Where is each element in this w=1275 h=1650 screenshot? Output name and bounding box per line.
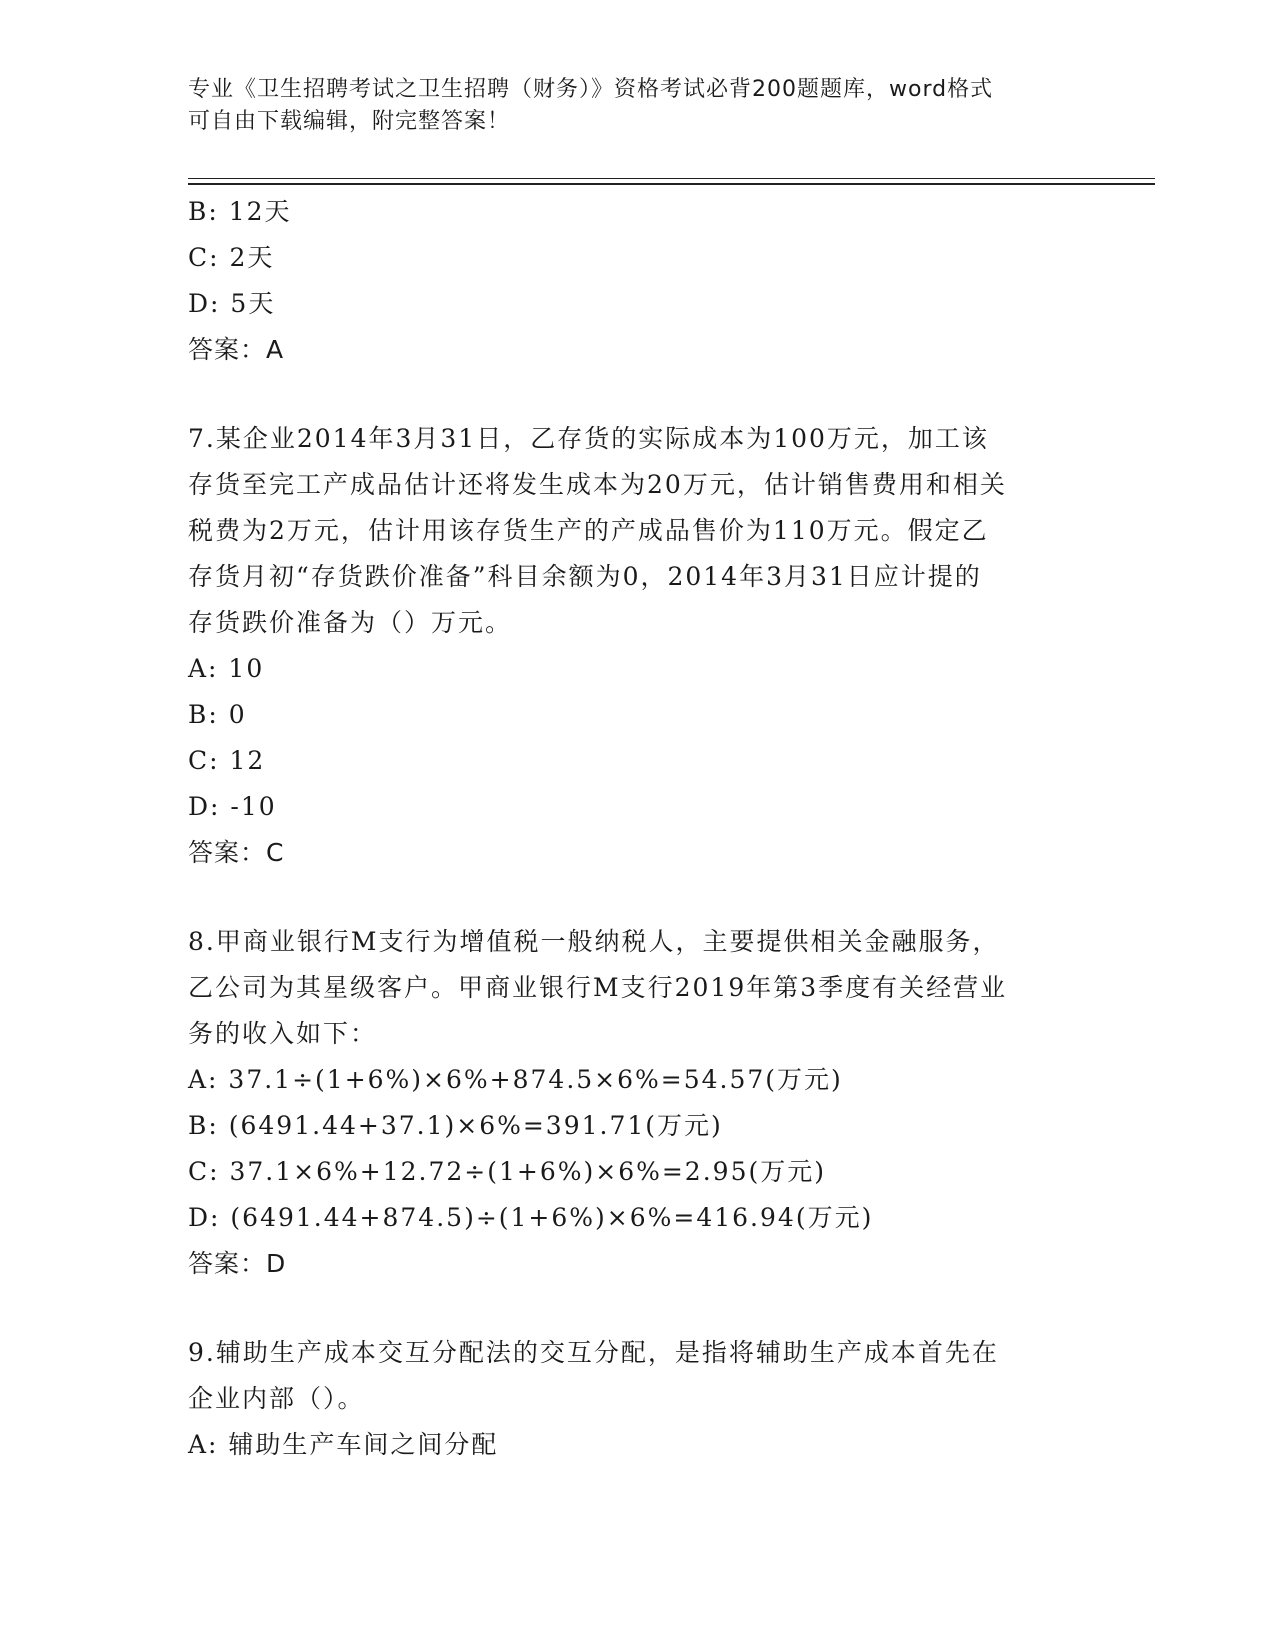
question-7-line-4: 存货月初“存货跌价准备”科目余额为0，2014年3月31日应计提的 bbox=[188, 562, 982, 591]
option-b: B: 0 bbox=[188, 700, 247, 729]
option-d: D: -10 bbox=[188, 792, 277, 821]
question-9-line-1: 9.辅助生产成本交互分配法的交互分配，是指将辅助生产成本首先在 bbox=[188, 1338, 999, 1367]
option-d: D: 5天 bbox=[188, 289, 276, 318]
question-7-line-3: 税费为2万元，估计用该存货生产的产成品售价为110万元。假定乙 bbox=[188, 516, 989, 545]
option-a: A: 辅助生产车间之间分配 bbox=[188, 1430, 499, 1459]
question-7-line-2: 存货至完工产成品估计还将发生成本为20万元，估计销售费用和相关 bbox=[188, 470, 1007, 499]
spacer bbox=[188, 1287, 1088, 1330]
spacer bbox=[188, 373, 1088, 416]
header-line-2: 可自由下载编辑，附完整答案！ bbox=[188, 109, 511, 134]
question-8-line-2: 乙公司为其星级客户。甲商业银行M支行2019年第3季度有关经营业 bbox=[188, 973, 1008, 1002]
answer: 答案：D bbox=[188, 1249, 287, 1278]
option-b: B: (6491.44+37.1)×6%=391.71(万元) bbox=[188, 1111, 723, 1140]
option-c: C: 2天 bbox=[188, 243, 275, 272]
option-d: D: (6491.44+874.5)÷(1+6%)×6%=416.94(万元) bbox=[188, 1203, 874, 1232]
question-9-line-2: 企业内部（）。 bbox=[188, 1384, 365, 1413]
question-7-line-1: 7.某企业2014年3月31日，乙存货的实际成本为100万元，加工该 bbox=[188, 424, 989, 453]
option-c: C: 37.1×6%+12.72÷(1+6%)×6%=2.95(万元) bbox=[188, 1157, 826, 1186]
question-9 bbox=[188, 1330, 1088, 1468]
question-8 bbox=[188, 919, 1088, 1287]
option-a: A: 10 bbox=[188, 654, 265, 683]
question-7 bbox=[188, 416, 1088, 876]
question-8-line-1: 8.甲商业银行M支行为增值税一般纳税人，主要提供相关金融服务， bbox=[188, 927, 1000, 956]
answer: 答案：A bbox=[188, 335, 285, 364]
spacer bbox=[188, 876, 1088, 919]
option-c: C: 12 bbox=[188, 746, 266, 775]
document-header bbox=[188, 74, 1068, 138]
prev-question-block bbox=[188, 189, 1088, 373]
header-rule-thick bbox=[188, 183, 1155, 185]
answer: 答案：C bbox=[188, 838, 285, 867]
header-rule-thin bbox=[188, 178, 1155, 179]
question-8-line-3: 务的收入如下： bbox=[188, 1019, 378, 1048]
header-line-1: 专业《卫生招聘考试之卫生招聘（财务）》资格考试必背200题题库，word格式 bbox=[188, 77, 994, 102]
question-list bbox=[188, 189, 1088, 1468]
option-a: A: 37.1÷(1+6%)×6%+874.5×6%=54.57(万元) bbox=[188, 1065, 843, 1094]
option-b: B: 12天 bbox=[188, 197, 292, 226]
question-7-line-5: 存货跌价准备为（）万元。 bbox=[188, 608, 513, 637]
